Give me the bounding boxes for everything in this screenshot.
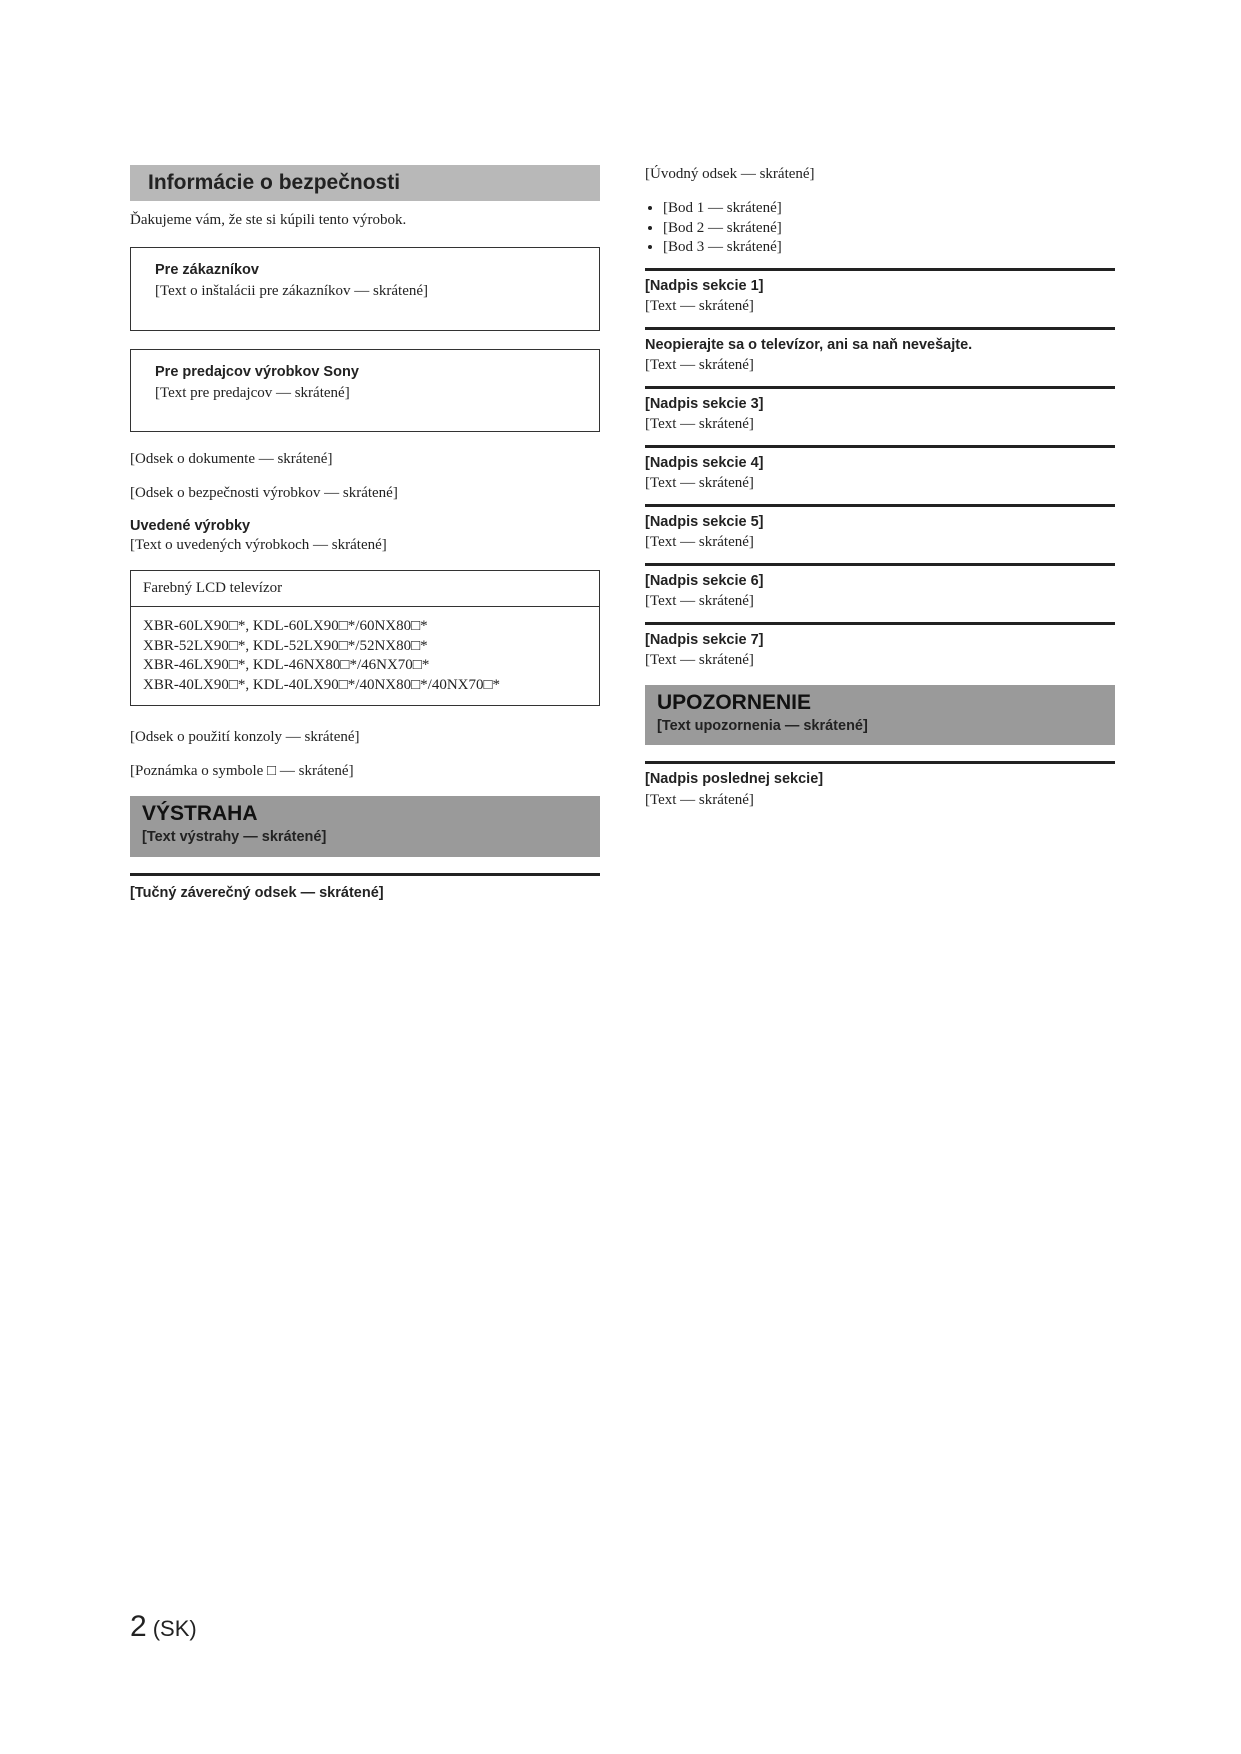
- section-text: [Text — skrátené]: [645, 357, 754, 374]
- section-text: [Text — skrátené]: [645, 298, 754, 315]
- caution-panel: [645, 685, 1115, 746]
- caution-text: [Text upozornenia — skrátené]: [657, 717, 868, 734]
- section-heading: [Nadpis sekcie 5]: [645, 513, 764, 530]
- warning-text: [Text výstrahy — skrátené]: [142, 828, 327, 845]
- intro-text: Ďakujeme vám, že ste si kúpili tento výrobok.: [130, 212, 407, 228]
- model-line: XBR-60LX90□*, KDL-60LX90□*/60NX80□*: [143, 618, 428, 635]
- section-text: [Text — skrátené]: [645, 592, 754, 609]
- warning-heading: VÝSTRAHA: [142, 801, 258, 825]
- left-column: [130, 165, 600, 903]
- models-box: [130, 570, 600, 707]
- section-text: [Text — skrátené]: [645, 416, 754, 433]
- section: [645, 445, 1115, 494]
- right-intro: [Úvodný odsek — skrátené]: [645, 166, 815, 182]
- section-heading: [Nadpis sekcie 1]: [645, 278, 764, 295]
- footnote: [Poznámka o symbole □ — skrátené]: [130, 763, 354, 780]
- section: [645, 622, 1115, 671]
- warning-panel: [130, 796, 600, 857]
- section: [645, 327, 1115, 376]
- bullet-item: • [Bod 1 — skrátené]: [663, 199, 1115, 219]
- section-heading: [Nadpis sekcie 6]: [645, 572, 764, 589]
- section: [645, 386, 1115, 435]
- section-title: Informácie o bezpečnosti: [130, 165, 600, 201]
- section-heading: [Nadpis sekcie 3]: [645, 396, 764, 413]
- bullet-item: • [Bod 2 — skrátené]: [663, 219, 1115, 239]
- section: [645, 268, 1115, 317]
- section-heading: [Nadpis poslednej sekcie]: [645, 771, 824, 788]
- section-text: [Text — skrátené]: [645, 651, 754, 668]
- products-heading: Uvedené výrobky: [130, 517, 251, 534]
- bullet-item: • [Bod 3 — skrátené]: [663, 238, 1115, 258]
- products-text: [Text o uvedených výrobkoch — skrátené]: [130, 536, 387, 553]
- page-number-value: 2: [130, 1610, 147, 1643]
- right-column: [645, 165, 1115, 820]
- model-line: XBR-40LX90□*, KDL-40LX90□*/40NX80□*/40NX70□*: [143, 676, 501, 693]
- section-text: [Text — skrátené]: [645, 534, 754, 550]
- section-heading: [Nadpis sekcie 7]: [645, 631, 764, 648]
- document-paragraph: [Odsek o dokumente — skrátené]: [130, 451, 333, 468]
- caution-heading: UPOZORNENIE: [657, 690, 812, 714]
- customers-heading: Pre zákazníkov: [155, 261, 259, 278]
- dealers-text: [Text pre predajcov — skrátené]: [155, 384, 350, 401]
- section: [645, 761, 1115, 810]
- customers-box: [130, 247, 600, 331]
- page-number: [130, 1610, 197, 1644]
- section: [645, 504, 1115, 553]
- dealers-box: [130, 349, 600, 433]
- dealers-heading: Pre predajcov výrobkov Sony: [155, 363, 359, 380]
- safety-paragraph: [Odsek o bezpečnosti výrobkov — skrátené]: [130, 485, 398, 502]
- models-label: Farebný LCD televízor: [131, 579, 599, 608]
- usage-paragraph: [Odsek o použití konzoly — skrátené]: [130, 729, 360, 746]
- section-text: [Text — skrátené]: [645, 475, 754, 492]
- customers-text: [Text o inštalácii pre zákazníkov — skrátené]: [155, 282, 429, 299]
- model-line: XBR-46LX90□*, KDL-46NX80□*/46NX70□*: [143, 657, 430, 674]
- page-language: (SK): [152, 1616, 197, 1641]
- bullet-list: [645, 199, 1115, 258]
- model-line: XBR-52LX90□*, KDL-52LX90□*/52NX80□*: [143, 637, 428, 654]
- section-text: [Text — skrátené]: [645, 791, 754, 808]
- final-notice: [Tučný záverečný odsek — skrátené]: [130, 873, 600, 903]
- section-heading: Neopierajte sa o televízor, ani sa naň nevešajte.: [645, 337, 973, 354]
- section-heading: [Nadpis sekcie 4]: [645, 454, 764, 471]
- section: [645, 563, 1115, 612]
